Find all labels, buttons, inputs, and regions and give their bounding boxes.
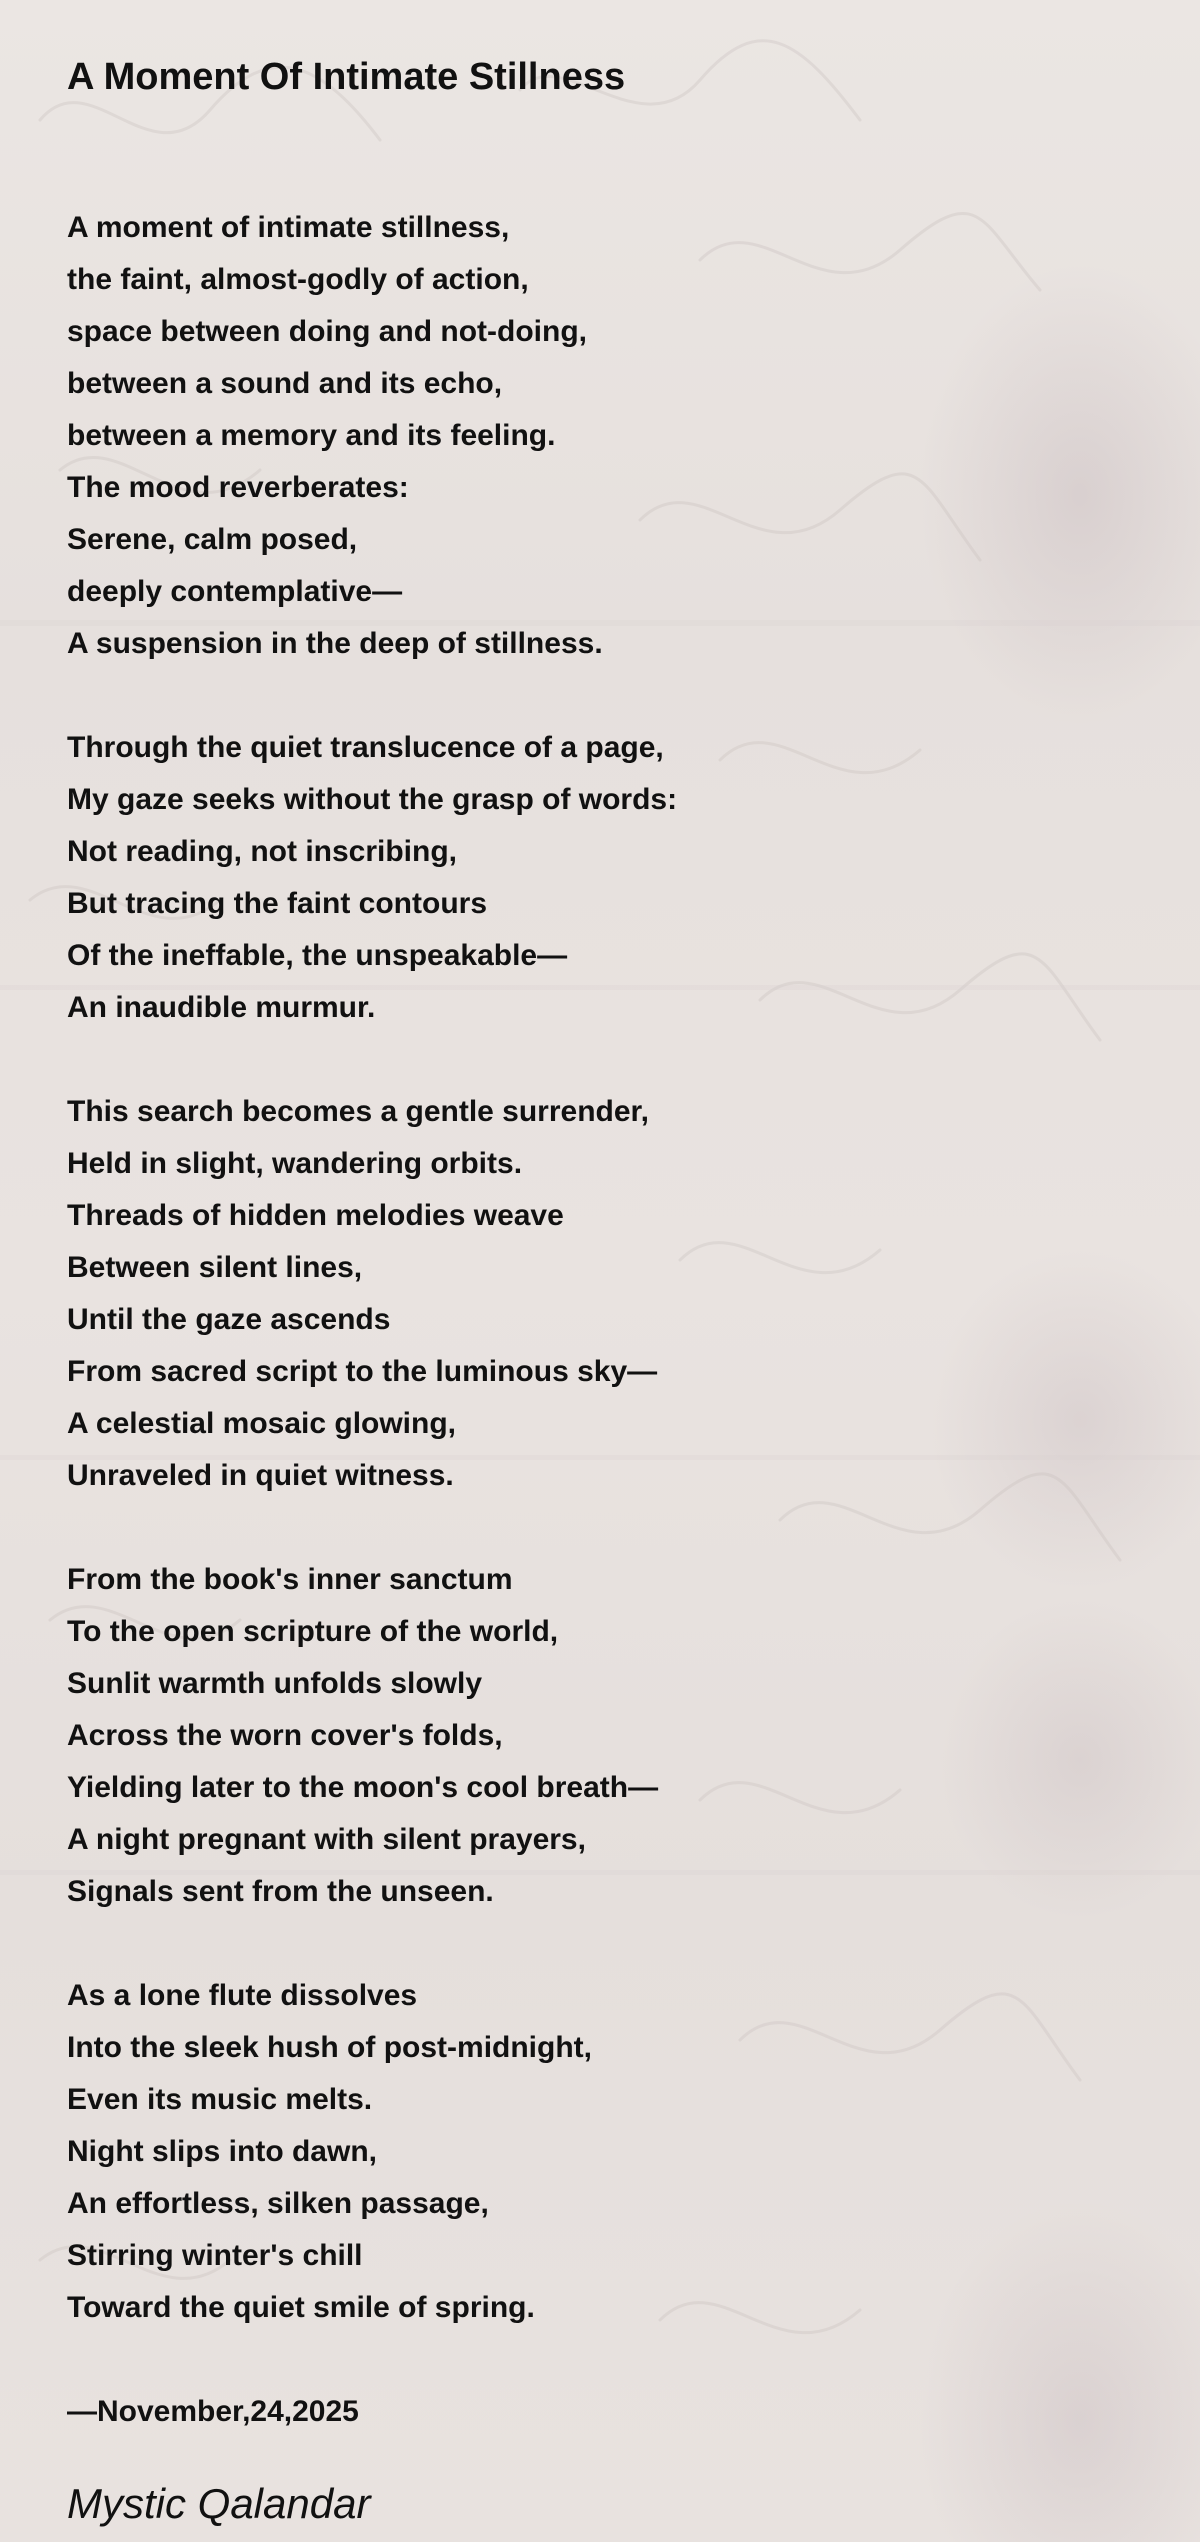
poem-line: A suspension in the deep of stillness. [67, 627, 603, 660]
poem-line: A moment of intimate stillness, [67, 211, 510, 244]
poem-line: As a lone flute dissolves [67, 1979, 418, 2012]
poem-line: From sacred script to the luminous sky— [67, 1355, 658, 1388]
poem-line: An effortless, silken passage, [67, 2187, 489, 2220]
stanza-5 [67, 1970, 1107, 2334]
poem-line: Unraveled in quiet witness. [67, 1459, 454, 1492]
poem-line: Night slips into dawn, [67, 2135, 377, 2168]
poem-line: An inaudible murmur. [67, 991, 376, 1024]
poem-line: Until the gaze ascends [67, 1303, 391, 1336]
poem-line: A night pregnant with silent prayers, [67, 1823, 586, 1856]
poem-line: From the book's inner sanctum [67, 1563, 513, 1596]
poem-line: Even its music melts. [67, 2083, 373, 2116]
poem-author: Mystic Qalandar [67, 2480, 371, 2527]
poem-date: —November,24,2025 [67, 2395, 359, 2428]
stanza-3 [67, 1086, 1107, 1502]
poem-line: But tracing the faint contours [67, 887, 487, 920]
poem-line: between a sound and its echo, [67, 367, 503, 400]
poem-line: Between silent lines, [67, 1251, 363, 1284]
poem-line: between a memory and its feeling. [67, 419, 556, 452]
poem-line: Held in slight, wandering orbits. [67, 1147, 523, 1180]
poem-line: Across the worn cover's folds, [67, 1719, 503, 1752]
stanza-4 [67, 1554, 1107, 1918]
poem-line: The mood reverberates: [67, 471, 409, 504]
poem-line: A celestial mosaic glowing, [67, 1407, 457, 1440]
poem-body [67, 202, 1107, 2532]
poem-line: Sunlit warmth unfolds slowly [67, 1667, 483, 1700]
poem-container [67, 52, 1107, 2532]
poem-line: the faint, almost-godly of action, [67, 263, 529, 296]
poem-line: Threads of hidden melodies weave [67, 1199, 564, 1232]
poem-line: Toward the quiet smile of spring. [67, 2291, 535, 2324]
poem-line: Serene, calm posed, [67, 523, 358, 556]
poem-line: Of the ineffable, the unspeakable— [67, 939, 568, 972]
poem-line: Signals sent from the unseen. [67, 1875, 494, 1908]
poem-line: space between doing and not-doing, [67, 315, 588, 348]
poem-line: deeply contemplative— [67, 575, 403, 608]
poem-line: To the open scripture of the world, [67, 1615, 559, 1648]
stanza-2 [67, 722, 1107, 1034]
poem-line: Not reading, not inscribing, [67, 835, 457, 868]
poem-line: Into the sleek hush of post-midnight, [67, 2031, 592, 2064]
poem-line: My gaze seeks without the grasp of words: [67, 783, 678, 816]
poem-title: A Moment Of Intimate Stillness [67, 56, 626, 98]
poem-line: Stirring winter's chill [67, 2239, 363, 2272]
poem-line: Yielding later to the moon's cool breath— [67, 1771, 659, 1804]
poem-line: Through the quiet translucence of a page, [67, 731, 664, 764]
stanza-1 [67, 202, 1107, 670]
poem-line: This search becomes a gentle surrender, [67, 1095, 649, 1128]
